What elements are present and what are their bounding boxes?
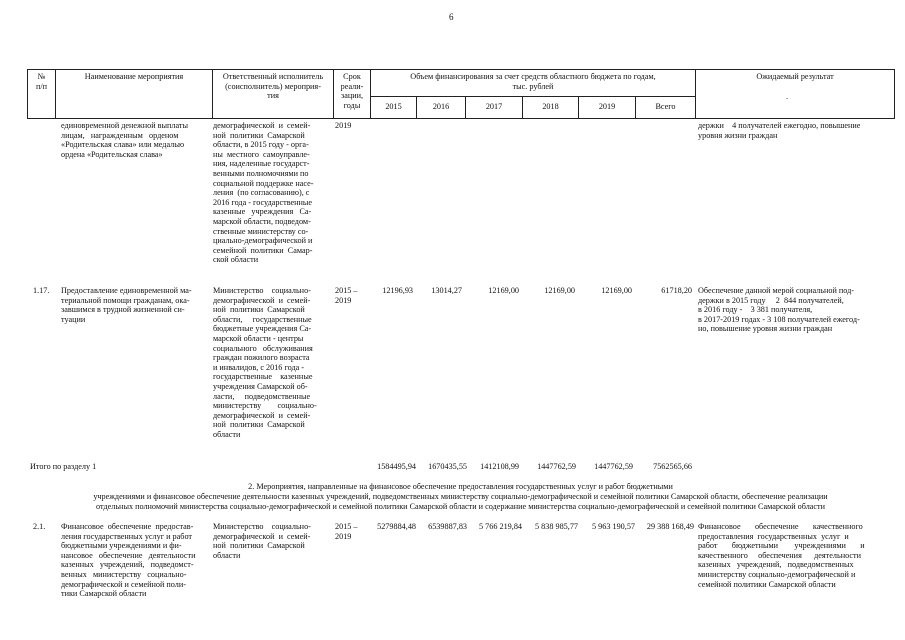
value-2016: 13014,27 [431,286,462,295]
row-executor: демографической и семей- ной политики Самарской области, в 2015 году - орга- ны местного самоуправле- ния, наделенные государст- венными полномочиями по социальной поддержке насе- ления (по согласованию), с 2016 года - государственные казенные учреждения Са- марской области, подведом- ственные министерству со- циально-демографической и семейной политики Самар- ской области [213,121,314,265]
value-2019: 5 963 190,57 [592,522,635,531]
value-2018: 5 838 985,77 [535,522,578,531]
header-result-mark: . [786,92,789,101]
value-2019: 12169,00 [601,286,632,295]
total-2015: 1584495,94 [377,462,416,471]
header-num: № п/п [35,72,48,91]
header-year-2016: 2016 [432,102,450,111]
row-result: Финансовое обеспечение качественного предоставления государственных услуг и работ бюджетными учреждениями и качественного обеспечения деятельности казенных учреждений, подведомственных министерству социально-демографической и семейной политики Самарской области [698,522,865,589]
header-term: Срок реали- зации, годы [340,72,364,110]
total-all: 7562565,66 [653,462,692,471]
header-year-2019: 2019 [598,102,616,111]
total-2018: 1447762,59 [537,462,576,471]
row-result: держки 4 получателей ежегодно, повышение уровня жизни граждан [698,121,861,140]
row-term: 2019 [335,121,352,130]
row-name: Финансовое обеспечение предостав- ления государственных услуг и работ бюджетными учреждениями и фи- нансовое обеспечение деятельности казенных учреждений, подведомст- венных министерству социально- демографической и семейной поли- тики Самарской области [61,522,196,599]
total-2017: 1412108,99 [480,462,519,471]
row-term: 2015 – 2019 [335,286,358,305]
total-2016: 1670435,55 [428,462,467,471]
row-executor: Министерство социально- демографической и семей- ной политики Самарской области [213,522,311,560]
value-2015: 5279884,48 [377,522,416,531]
row-executor: Министерство социально- демографической и семей- ной политики Самарской области, государственные бюджетные учреждения Са- марской области - центры социального обслуживания граждан пожилого возраста и инвалидов, с 2016 года - государственные казенные учреждения Самарской об- ласти, подведомственные министерству социально- демографической и семей- ной политики Самарской области [213,286,317,439]
value-2018: 12169,00 [544,286,575,295]
header-executor: Ответственный исполнитель (соисполнитель) мероприя- тия [222,72,324,101]
section-heading-line: отдельных полномочий министерства социально-демографической и семейной политики Самарской области и содержание министерства социально-демографической и семейной политики Самарской области [95,502,826,511]
value-2017: 5 766 219,84 [479,522,522,531]
value-2017: 12169,00 [488,286,519,295]
header-name: Наименование мероприятия [84,72,184,81]
section-heading-line: 2. Мероприятия, направленные на финансовое обеспечение предоставления государственных услуг и работ бюджетными [248,482,673,491]
row-name: Предоставление единовременной ма- териальной помощи гражданам, ока- завшимся в трудной жизненной си- туации [61,286,192,324]
row-name: единовременной денежной выплаты лицам, награжденным орденом «Родительская слава» или медалью ордена «Родительская слава» [61,121,188,159]
value-total: 61718,20 [661,286,692,295]
page-number: 6 [449,12,454,22]
total-2019: 1447762,59 [594,462,633,471]
value-total: 29 388 168,49 [646,522,694,531]
row-number: 2.1. [33,522,46,531]
header-result: Ожидаемый результат [756,72,834,81]
value-2016: 6539887,83 [428,522,467,531]
row-term: 2015 – 2019 [335,522,358,541]
section-total-label: Итого по разделу 1 [30,462,97,471]
row-result: Обеспечение данной мерой социальной под- держки в 2015 году 2 844 получателей, в 2016 году - 3 381 получателя, в 2017-2019 годах - 3 108 получателей ежегод- но, повышение уровня жизни граждан [698,286,860,334]
header-total: Всего [655,102,676,111]
section-heading-line: учреждениями и финансовое обеспечение деятельности казенных учреждений, подведомственных министерству социально-демографической и семейной политики Самарской области, обеспечение реализации [93,492,828,501]
header-financing: Объем финансирования за счет средств областного бюджета по годам, тыс. рублей [410,72,656,91]
row-number: 1.17. [33,286,50,295]
header-year-2015: 2015 [385,102,402,111]
value-2015: 12196,93 [382,286,413,295]
header-year-2018: 2018 [542,102,559,111]
header-year-2017: 2017 [485,102,503,111]
